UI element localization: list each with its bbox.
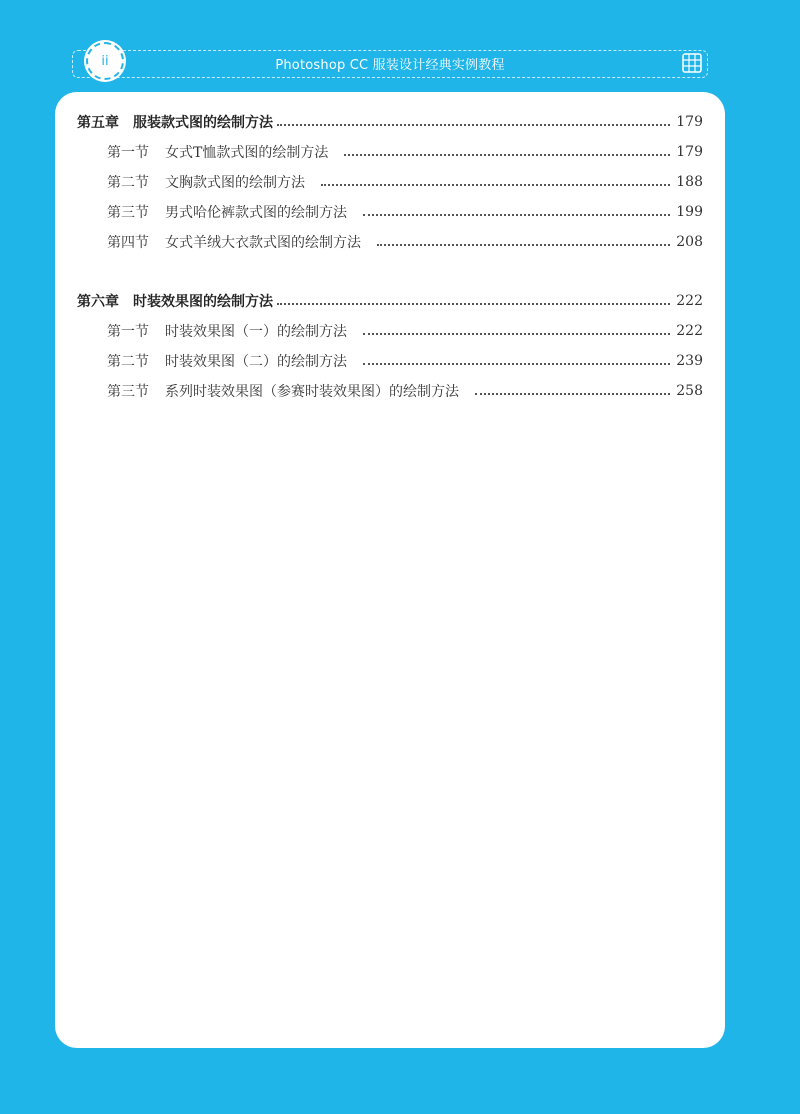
book-title: Photoshop CC 服装设计经典实例教程	[275, 58, 505, 73]
toc-section-row[interactable]	[77, 197, 703, 227]
section-title: 男式哈伦裤款式图的绘制方法	[165, 205, 347, 221]
toc-section-row[interactable]	[77, 376, 703, 406]
section-number: 第三节	[107, 384, 149, 400]
section-title: 时装效果图（一）的绘制方法	[165, 324, 347, 340]
section-number: 第一节	[107, 324, 149, 340]
toc-chapter-row[interactable]	[77, 286, 703, 316]
toc-section-row[interactable]	[77, 227, 703, 257]
page-number-badge: ii	[86, 42, 124, 80]
dot-leader	[277, 302, 670, 305]
chapter-page: 179	[676, 114, 703, 130]
section-title: 时装效果图（二）的绘制方法	[165, 354, 347, 370]
section-number: 第三节	[107, 205, 149, 221]
toc-section-row[interactable]	[77, 167, 703, 197]
section-number: 第一节	[107, 145, 149, 161]
toc-section-row[interactable]	[77, 137, 703, 167]
toc-chapter-block	[77, 286, 703, 406]
chapter-page: 222	[676, 293, 703, 309]
section-page: 208	[676, 234, 703, 250]
dot-leader	[321, 183, 670, 186]
section-page: 258	[676, 383, 703, 399]
dot-leader	[475, 392, 670, 395]
dot-leader	[363, 213, 670, 216]
toc-card	[55, 92, 725, 1048]
section-title: 系列时装效果图（参赛时装效果图）的绘制方法	[165, 384, 459, 400]
dot-leader	[363, 362, 670, 365]
chapter-title: 服装款式图的绘制方法	[133, 115, 273, 131]
toc-chapter-block	[77, 107, 703, 257]
chapter-title: 时装效果图的绘制方法	[133, 294, 273, 310]
dot-leader	[377, 243, 670, 246]
section-page: 239	[676, 353, 703, 369]
section-page: 179	[676, 144, 703, 160]
page-header	[72, 50, 708, 78]
toc-chapter-row[interactable]	[77, 107, 703, 137]
dot-leader	[277, 123, 670, 126]
toc-section-row[interactable]	[77, 316, 703, 346]
section-title: 女式羊绒大衣款式图的绘制方法	[165, 235, 361, 251]
chapter-number: 第五章	[77, 115, 119, 131]
section-number: 第二节	[107, 354, 149, 370]
section-page: 222	[676, 323, 703, 339]
section-title: 文胸款式图的绘制方法	[165, 175, 305, 191]
section-number: 第二节	[107, 175, 149, 191]
chapter-number: 第六章	[77, 294, 119, 310]
section-page: 199	[676, 204, 703, 220]
toc-section-row[interactable]	[77, 346, 703, 376]
dot-leader	[344, 153, 670, 156]
dot-leader	[363, 332, 670, 335]
section-number: 第四节	[107, 235, 149, 251]
grid-icon	[682, 53, 702, 73]
section-page: 188	[676, 174, 703, 190]
section-title: 女式T恤款式图的绘制方法	[165, 145, 329, 161]
